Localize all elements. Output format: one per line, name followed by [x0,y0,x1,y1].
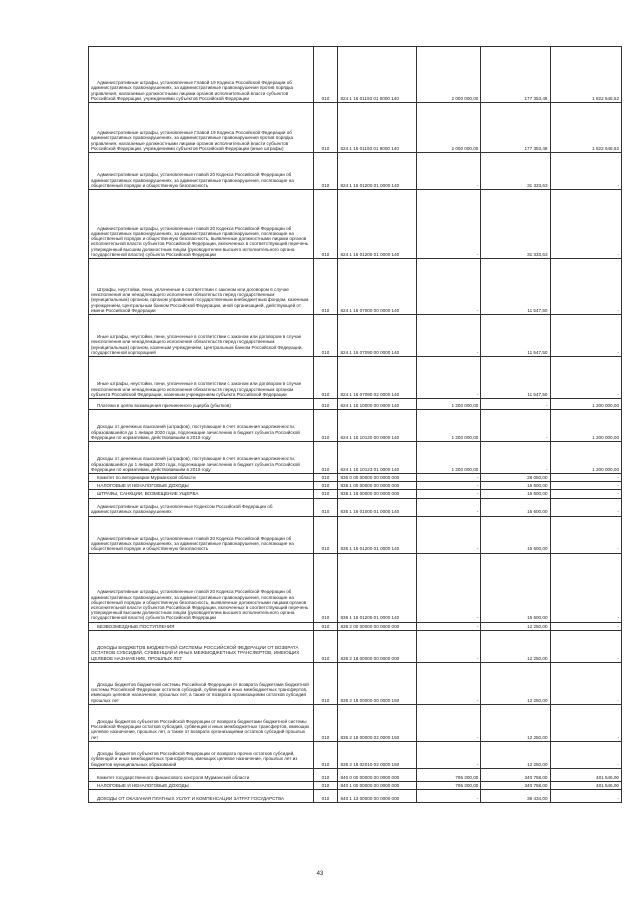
row-name: Иные штрафы, неустойки, пени, уплаченные в соответствии с законом или договором в случае неисполнения или ненадлежащего исполнения обязательств перед государственным (муниципальным) органом, казенным учреждением, Центральным банком Российской Федерации, государственной корпорацией [89,315,314,357]
row-code: 010 [313,490,338,498]
row-plan-amount: 2 000 000,00 [416,103,481,153]
table-row [89,442,622,474]
row-remaining-amount: 481 546,00 [550,768,622,781]
row-code: 010 [313,662,338,704]
row-remaining-amount: - [550,490,622,498]
row-plan-amount: - [416,662,481,704]
row-fact-amount: - [481,410,550,442]
table-row [89,662,622,704]
row-name: Доходы бюджетов субъектов Российской Федерации от возврата прочих остатков субсидий, субвенций и иных межбюджетных трансфертов, имеющих целевое назначение, прошлых лет из бюджетов муниципальных образований [89,741,314,768]
row-name: БЕЗВОЗМЕЗДНЫЕ ПОСТУПЛЕНИЯ [89,622,314,630]
row-remaining-amount: - [550,498,622,516]
table-row [89,630,622,662]
row-plan-amount: - [416,498,481,516]
row-kbk-code: 824 1 16 01193 01 9000 140 [338,103,416,153]
row-code: 010 [313,153,338,190]
row-plan-amount: - [416,790,481,803]
row-fact-amount: 12 250,00 [481,662,550,704]
row-fact-amount: 15 600,00 [481,516,550,553]
row-fact-amount: 11 547,50 [481,357,550,399]
table-row [89,622,622,630]
row-name: Административные штрафы, установленные Главой 19 Кодекса Российской Федерации об административных правонарушениях, за административные правонарушения против порядка управления, налагаемые должностными лицами органов исполнительной власти субъектов Российской Федерации, учреждениями субъектов Российской Федерации [89,47,314,103]
row-plan-amount: 1 200 000,00 [416,442,481,474]
row-plan-amount: - [416,357,481,399]
row-name: НАЛОГОВЫЕ И НЕНАЛОГОВЫЕ ДОХОДЫ [89,482,314,490]
table-row [89,553,622,622]
row-plan-amount: - [416,315,481,357]
table-row [89,516,622,553]
row-name: Доходы бюджетов бюджетной системы Российской Федерации от возврата бюджетами бюджетной системы Российской Федерации остатков субсидий, субвенций и иных межбюджетных трансфертов, имеющих целевое назначение, прошлых лет, а также от возврата организациями остатков субсидий прошлых лет [89,662,314,704]
row-kbk-code: 835 1 16 00000 00 0000 000 [338,490,416,498]
row-remaining-amount: - [550,741,622,768]
row-fact-amount: - [481,399,550,410]
row-code: 010 [313,516,338,553]
row-remaining-amount: - [550,790,622,803]
row-remaining-amount: - [550,662,622,704]
row-remaining-amount: - [550,482,622,490]
row-plan-amount: 2 000 000,00 [416,47,481,103]
row-name: Административные штрафы, установленные главой 20 Кодекса Российской Федерации об административных правонарушениях, за административные правонарушения, посягающие на общественный порядок и общественную безопасность [89,153,314,190]
row-fact-amount: 12 250,00 [481,630,550,662]
row-remaining-amount: - [550,553,622,622]
table-row [89,498,622,516]
table-row [89,410,622,442]
row-fact-amount: 15 600,00 [481,490,550,498]
row-fact-amount: 15 600,00 [481,553,550,622]
row-plan-amount: - [416,482,481,490]
table-row [89,47,622,103]
row-fact-amount: 340 758,00 [481,768,550,781]
table-row [89,490,622,498]
row-remaining-amount: - [550,259,622,315]
row-plan-amount: - [416,741,481,768]
row-fact-amount: 15 600,00 [481,482,550,490]
row-fact-amount: 15 600,00 [481,498,550,516]
row-plan-amount: 795 300,00 [416,781,481,789]
row-fact-amount: 340 758,00 [481,781,550,789]
table-row [89,790,622,803]
table-row [89,704,622,741]
table-row [89,103,622,153]
row-name: Административные штрафы, установленные главой 20 Кодекса Российской Федерации об административных правонарушениях, за административные правонарушения, посягающие на общественный порядок и общественную безопасность, выявленные должностными лицами органов исполнительной власти субъектов Российской Федерации, включенных в соответствующий перечень утвержденный высшим должностным лицом (руководителем высшего исполнительного органа государственной власти) субъекта Российской Федерации [89,553,314,622]
row-code: 010 [313,315,338,357]
row-plan-amount: - [416,153,481,190]
row-kbk-code: 824 1 16 07090 02 0000 140 [338,357,416,399]
row-code: 010 [313,103,338,153]
row-name: Административные штрафы, установленные главой 20 Кодекса Российской Федерации об административных правонарушениях, за административные правонарушения, посягающие на общественный порядок и общественную безопасность, выявленные должностными лицами органов исполнительной власти субъектов Российской Федерации, включенных в соответствующий перечень утвержденный высшим должностным лицом (руководителем высшего исполнительного органа государственной власти) субъекта Российской Федерации [89,190,314,259]
row-kbk-code: 835 1 16 01200 01 0000 140 [338,516,416,553]
row-name: Иные штрафы, неустойки, пени, уплаченные в соответствии с законом или договором в случае неисполнения или ненадлежащего исполнения обязательств перед государственным органом субъекта Российской Федерации, казенным учреждением субъекта Российской Федерации [89,357,314,399]
row-name: Доходы от денежных взысканий (штрафов), поступающие в счет погашения задолженности, образовавшейся до 1 января 2020 года, подлежащие зачислению в бюджет субъекта Российской Федерации по нормативам, действовавшим в 2019 году [89,410,314,442]
row-kbk-code: 835 1 16 01000 01 0000 140 [338,498,416,516]
row-kbk-code: 840 1 00 00000 00 0000 000 [338,781,416,789]
row-kbk-code: 824 1 16 10123 01 0000 140 [338,442,416,474]
row-remaining-amount: 1 200 000,00 [550,399,622,410]
row-code: 010 [313,781,338,789]
row-code: 010 [313,442,338,474]
row-name: Платежи в целях возмещения причиненного ущерба (убытков) [89,399,314,410]
row-plan-amount: - [416,190,481,259]
row-plan-amount: - [416,259,481,315]
row-remaining-amount: - [550,474,622,482]
row-code: 010 [313,704,338,741]
row-plan-amount: - [416,553,481,622]
row-fact-amount: 177 353,48 [481,47,550,103]
row-remaining-amount: 1 822 646,52 [550,47,622,103]
row-kbk-code: 840 0 00 00000 00 0000 000 [338,768,416,781]
table-row [89,399,622,410]
row-kbk-code: 835 2 18 00000 00 0000 000 [338,630,416,662]
row-name: Административные штрафы, установленные Главой 19 Кодекса Российской Федерации об административных правонарушениях, за административные правонарушения против порядка управления, налагаемые должностными лицами органов исполнительной власти субъектов Российской Федерации, учреждениями субъектов Российской Федерации (иные штрафы) [89,103,314,153]
row-code: 010 [313,190,338,259]
row-code: 010 [313,741,338,768]
row-fact-amount: 11 547,50 [481,315,550,357]
table-row [89,768,622,781]
row-name: ДОХОДЫ ОТ ОКАЗАНИЯ ПЛАТНЫХ УСЛУГ И КОМПЕНСАЦИИ ЗАТРАТ ГОСУДАРСТВА [89,790,314,803]
row-kbk-code: 824 1 16 10120 00 0000 140 [338,410,416,442]
row-fact-amount: 11 547,50 [481,259,550,315]
row-fact-amount: 12 250,00 [481,704,550,741]
row-remaining-amount: - [550,630,622,662]
row-kbk-code: 835 2 18 00000 02 0000 150 [338,704,416,741]
row-remaining-amount: - [550,315,622,357]
row-kbk-code: 824 1 16 10000 00 0000 140 [338,399,416,410]
row-plan-amount: 1 200 000,00 [416,410,481,442]
row-remaining-amount: - [550,153,622,190]
row-plan-amount: - [416,630,481,662]
table-row [89,259,622,315]
row-plan-amount: - [416,516,481,553]
row-code: 010 [313,630,338,662]
row-remaining-amount: 481 546,00 [550,781,622,789]
row-name: Административные штрафы, установленные Кодексом Российской Федерации об административных правонарушениях [89,498,314,516]
row-remaining-amount: 1 200 000,00 [550,410,622,442]
row-code: 010 [313,259,338,315]
row-plan-amount: - [416,622,481,630]
table-row [89,153,622,190]
table-row [89,190,622,259]
row-kbk-code: 824 1 16 01193 01 0000 140 [338,47,416,103]
row-code: 010 [313,47,338,103]
row-remaining-amount: - [550,516,622,553]
row-code: 010 [313,768,338,781]
row-code: 010 [313,790,338,803]
row-code: 010 [313,553,338,622]
revenue-table [88,46,622,803]
table-row [89,315,622,357]
row-fact-amount: 28 050,00 [481,474,550,482]
row-kbk-code: 835 2 18 02010 02 0000 150 [338,741,416,768]
row-remaining-amount: - [550,704,622,741]
row-name: Штрафы, неустойки, пени, уплаченные в соответствии с законом или договором в случае неисполнения или ненадлежащего исполнения обязательств перед государственным (муниципальным) органом, органом управления государственным внебюджетным фондом, казенным учреждением, Центральным банком Российской Федерации, иной организацией, действующей от имени Российской Федерации [89,259,314,315]
row-kbk-code: 835 0 00 00000 00 0000 000 [338,474,416,482]
row-remaining-amount: - [550,622,622,630]
row-kbk-code: 824 1 16 07090 00 0000 140 [338,315,416,357]
row-kbk-code: 824 1 16 07000 00 0000 140 [338,259,416,315]
row-fact-amount: 12 250,00 [481,741,550,768]
row-fact-amount: - [481,442,550,474]
row-plan-amount: - [416,474,481,482]
row-fact-amount: 31 333,63 [481,153,550,190]
row-fact-amount: 31 333,63 [481,190,550,259]
row-kbk-code: 835 2 18 00000 00 0000 150 [338,662,416,704]
row-kbk-code: 824 1 16 01200 01 0000 140 [338,153,416,190]
row-code: 010 [313,498,338,516]
row-fact-amount: 39 434,00 [481,790,550,803]
row-kbk-code: 835 1 16 01205 01 0000 140 [338,553,416,622]
row-name: ДОХОДЫ БЮДЖЕТОВ БЮДЖЕТНОЙ СИСТЕМЫ РОССИЙСКОЙ ФЕДЕРАЦИИ ОТ ВОЗВРАТА ОСТАТКОВ СУБСИДИЙ, СУБВЕНЦИЙ И ИНЫХ МЕЖБЮДЖЕТНЫХ ТРАНСФЕРТОВ, ИМЕЮЩИХ ЦЕЛЕВОЕ НАЗНАЧЕНИЕ, ПРОШЛЫХ ЛЕТ [89,630,314,662]
row-name: Комитет государственного финансового контроля Мурманской области [89,768,314,781]
table-row [89,741,622,768]
row-name: Доходы бюджетов субъектов Российской Федерации от возврата бюджетами бюджетной системы Российской Федерации остатков субсидий, субвенций и иных межбюджетных трансфертов, имеющих целевое назначение, прошлых лет, а также от возврата организациями остатков субсидий прошлых лет [89,704,314,741]
row-fact-amount: 12 250,00 [481,622,550,630]
row-kbk-code: 835 2 00 00000 00 0000 000 [338,622,416,630]
row-remaining-amount: 1 200 000,00 [550,442,622,474]
row-remaining-amount: 1 822 646,52 [550,103,622,153]
row-code: 010 [313,399,338,410]
table-row [89,781,622,789]
row-code: 010 [313,482,338,490]
row-kbk-code: 824 1 16 01205 01 0000 140 [338,190,416,259]
table-row [89,357,622,399]
table-row [89,474,622,482]
row-fact-amount: 177 353,48 [481,103,550,153]
row-name: НАЛОГОВЫЕ И НЕНАЛОГОВЫЕ ДОХОДЫ [89,781,314,789]
table-row [89,482,622,490]
row-kbk-code: 835 1 00 00000 00 0000 000 [338,482,416,490]
page-number: 43 [316,871,324,877]
row-plan-amount: 795 300,00 [416,768,481,781]
row-code: 010 [313,622,338,630]
row-name: ШТРАФЫ, САНКЦИИ, ВОЗМЕЩЕНИЕ УЩЕРБА [89,490,314,498]
row-kbk-code: 840 1 13 00000 00 0000 000 [338,790,416,803]
row-name: Комитет по ветеринарии Мурманской области [89,474,314,482]
row-code: 010 [313,410,338,442]
row-code: 010 [313,357,338,399]
row-name: Доходы от денежных взысканий (штрафов), поступающие в счет погашения задолженности, образовавшейся до 1 января 2020 года, подлежащие зачислению в бюджет субъекта Российской Федерации по нормативам, действовавшим в 2019 году [89,442,314,474]
row-name: Административные штрафы, установленные главой 20 Кодекса Российской Федерации об административных правонарушениях, за административные правонарушения, посягающие на общественный порядок и общественную безопасность [89,516,314,553]
row-plan-amount: - [416,704,481,741]
row-plan-amount: - [416,490,481,498]
row-plan-amount: 1 200 000,00 [416,399,481,410]
row-remaining-amount: - [550,357,622,399]
row-remaining-amount: - [550,190,622,259]
row-code: 010 [313,474,338,482]
